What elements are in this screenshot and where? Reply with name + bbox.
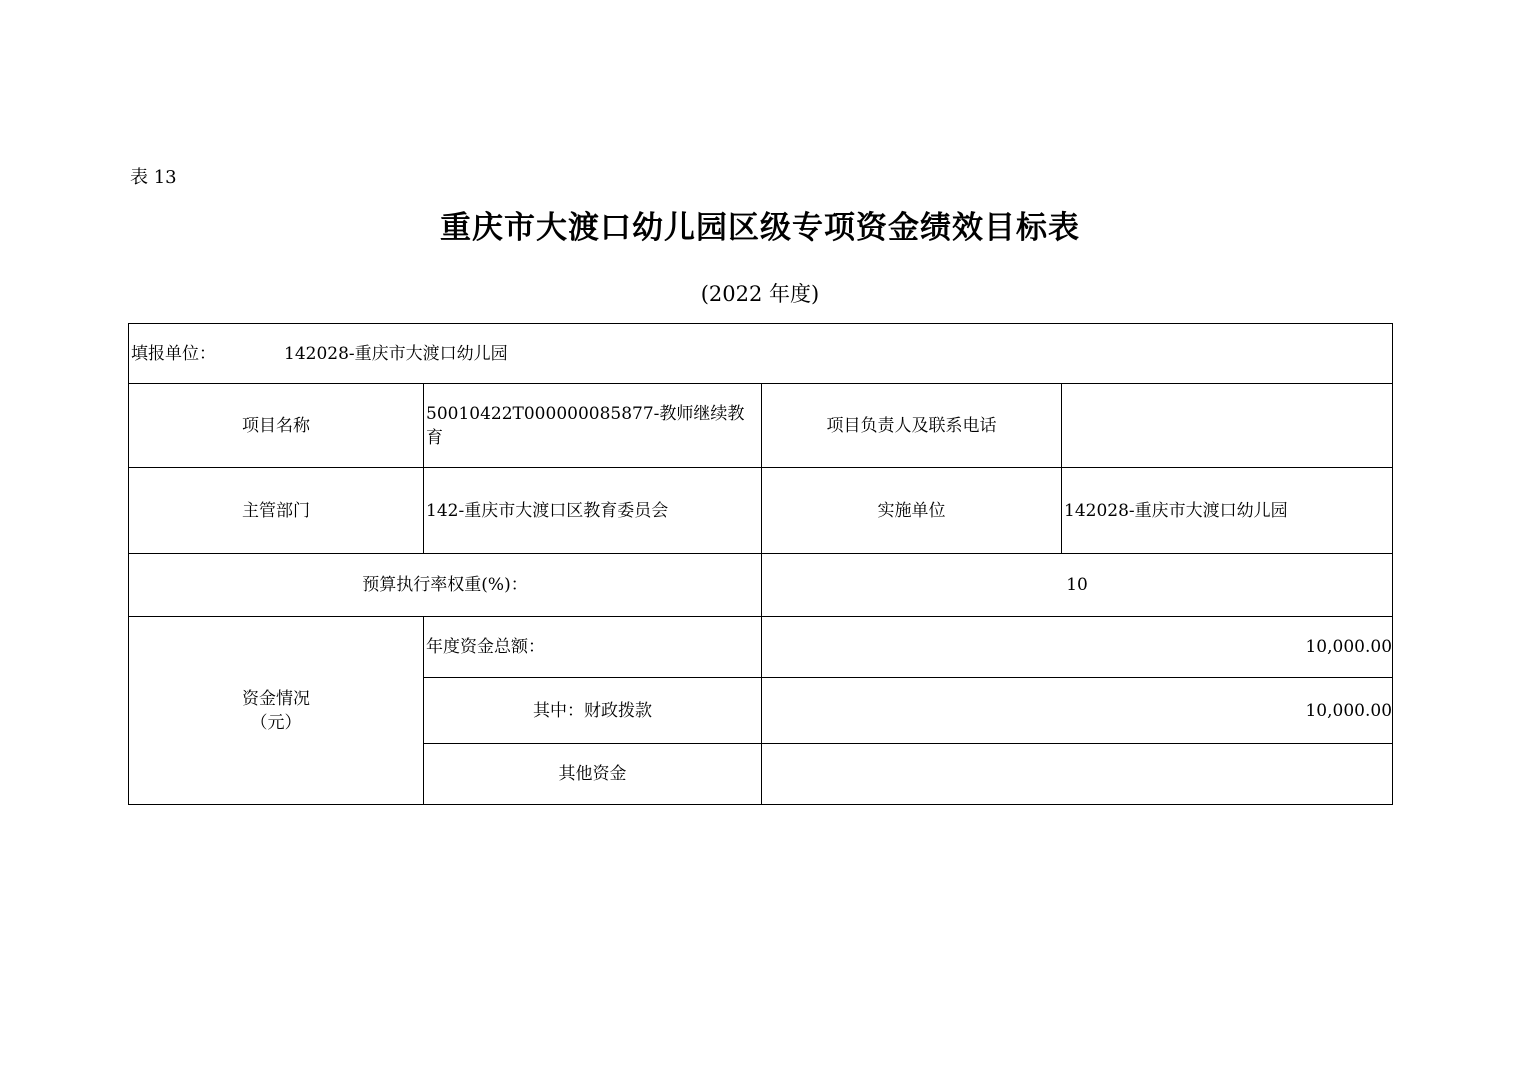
dept-label: 主管部门 bbox=[129, 468, 424, 554]
annual-total-row bbox=[129, 617, 1393, 678]
other-funds-label: 其他资金 bbox=[424, 744, 762, 805]
project-name-value: 50010422T000000085877-教师继续教育 bbox=[424, 384, 762, 468]
project-contact-value bbox=[1062, 384, 1393, 468]
document-year: (2022 年度) bbox=[700, 282, 820, 306]
impl-unit-label: 实施单位 bbox=[762, 468, 1062, 554]
funds-label-line2: （元） bbox=[250, 712, 302, 733]
budget-weight-row bbox=[129, 554, 1393, 617]
funds-label-line1: 资金情况 bbox=[242, 688, 310, 709]
reporter-value: 142028-重庆市大渡口幼儿园 bbox=[284, 343, 508, 364]
project-name-row bbox=[129, 384, 1393, 468]
budget-weight-label: 预算执行率权重(%)： bbox=[129, 554, 762, 617]
performance-target-table bbox=[128, 323, 1393, 805]
annual-total-label: 年度资金总额： bbox=[424, 617, 762, 678]
table-number: 表 13 bbox=[130, 167, 177, 188]
annual-total-value: 10,000.00 bbox=[762, 617, 1393, 678]
other-funds-value bbox=[762, 744, 1393, 805]
dept-value: 142-重庆市大渡口区教育委员会 bbox=[424, 468, 762, 554]
impl-unit-value: 142028-重庆市大渡口幼儿园 bbox=[1062, 468, 1393, 554]
reporter-cell bbox=[129, 324, 1393, 384]
budget-weight-value: 10 bbox=[762, 554, 1393, 617]
fiscal-value: 10,000.00 bbox=[762, 678, 1393, 744]
project-contact-label: 项目负责人及联系电话 bbox=[762, 384, 1062, 468]
reporter-row bbox=[129, 324, 1393, 384]
reporter-label: 填报单位： bbox=[131, 343, 216, 364]
project-name-label: 项目名称 bbox=[129, 384, 424, 468]
funds-label bbox=[129, 617, 424, 805]
department-row bbox=[129, 468, 1393, 554]
document-title: 重庆市大渡口幼儿园区级专项资金绩效目标表 bbox=[440, 210, 1080, 246]
fiscal-label: 其中：财政拨款 bbox=[424, 678, 762, 744]
